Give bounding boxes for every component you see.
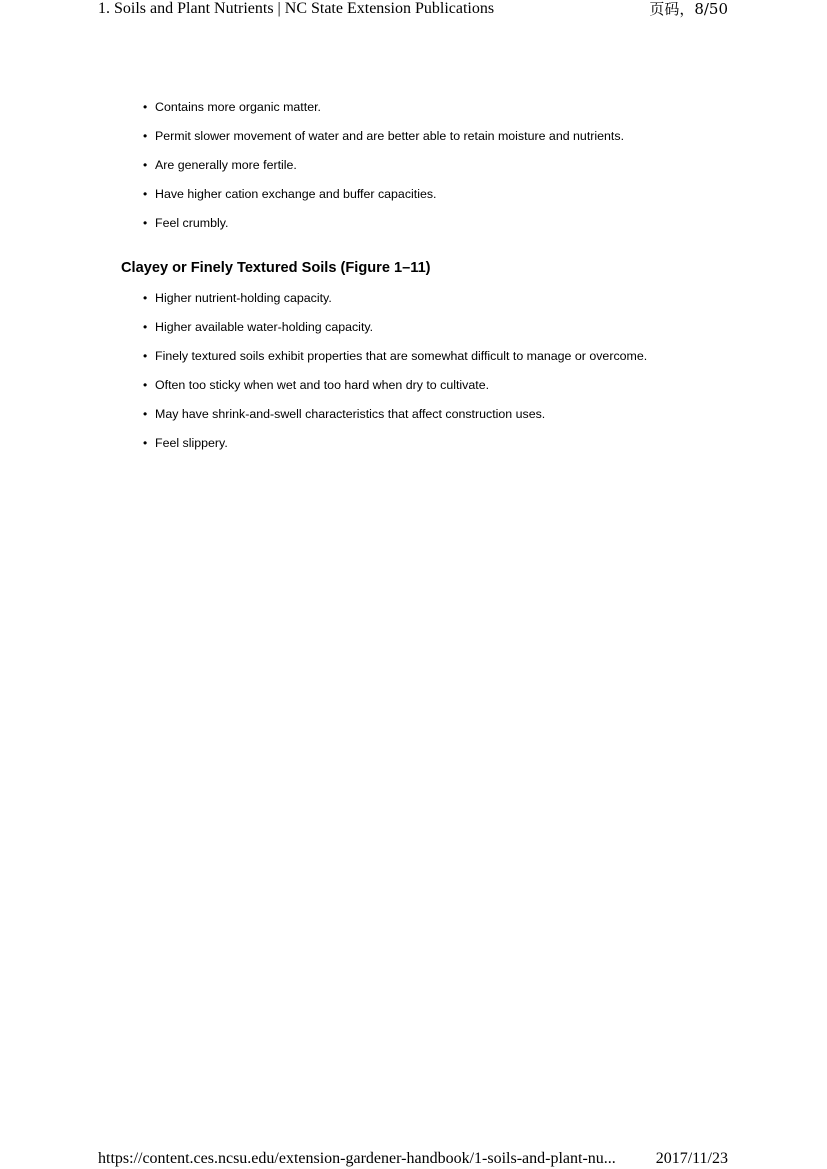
- list-item: [143, 349, 647, 363]
- bullet-icon: •: [143, 378, 148, 392]
- list-item-text: Higher available water-holding capacity.: [155, 320, 374, 334]
- bullet-icon: •: [143, 100, 148, 114]
- list-item-text: Feel slippery.: [155, 436, 228, 450]
- list-item-text: Contains more organic matter.: [155, 100, 321, 114]
- list-item: [143, 158, 297, 172]
- list-item: [143, 291, 332, 305]
- list-item-text: Feel crumbly.: [155, 216, 229, 230]
- bullet-icon: •: [143, 291, 148, 305]
- list-item-text: Permit slower movement of water and are better able to retain moisture and nutrients.: [155, 129, 625, 143]
- list-item: [143, 187, 437, 201]
- list-item: [143, 100, 321, 114]
- print-footer-url: https://content.ces.ncsu.edu/extension-gardener-handbook/1-soils-and-plant-nu...: [98, 1150, 616, 1167]
- list-item-text: Higher nutrient-holding capacity.: [155, 291, 332, 305]
- print-header-page-indicator: 页码，8/50: [649, 0, 728, 18]
- list-item: [143, 378, 489, 392]
- list-item: [143, 320, 373, 334]
- list-item: [143, 436, 228, 450]
- list-item-text: Finely textured soils exhibit properties that are somewhat difficult to manage or overcome.: [155, 349, 648, 363]
- print-footer-date: 2017/11/23: [655, 1150, 728, 1167]
- print-header-title: 1. Soils and Plant Nutrients | NC State Extension Publications: [98, 0, 495, 17]
- bullet-icon: •: [143, 158, 148, 172]
- list-item: [143, 407, 545, 421]
- bullet-icon: •: [143, 436, 148, 450]
- bullet-icon: •: [143, 129, 148, 143]
- bullet-icon: •: [143, 216, 148, 230]
- list-item: [143, 216, 228, 230]
- list-item: [143, 129, 624, 143]
- bullet-icon: •: [143, 320, 148, 334]
- list-item-text: Often too sticky when wet and too hard when dry to cultivate.: [155, 378, 490, 392]
- list-item-text: Have higher cation exchange and buffer capacities.: [155, 187, 437, 201]
- section-heading: Clayey or Finely Textured Soils (Figure 1–11): [121, 260, 431, 276]
- list-item-text: May have shrink-and-swell characteristics that affect construction uses.: [155, 407, 546, 421]
- bullet-icon: •: [143, 349, 148, 363]
- bullet-icon: •: [143, 187, 148, 201]
- bullet-icon: •: [143, 407, 148, 421]
- list-item-text: Are generally more fertile.: [155, 158, 297, 172]
